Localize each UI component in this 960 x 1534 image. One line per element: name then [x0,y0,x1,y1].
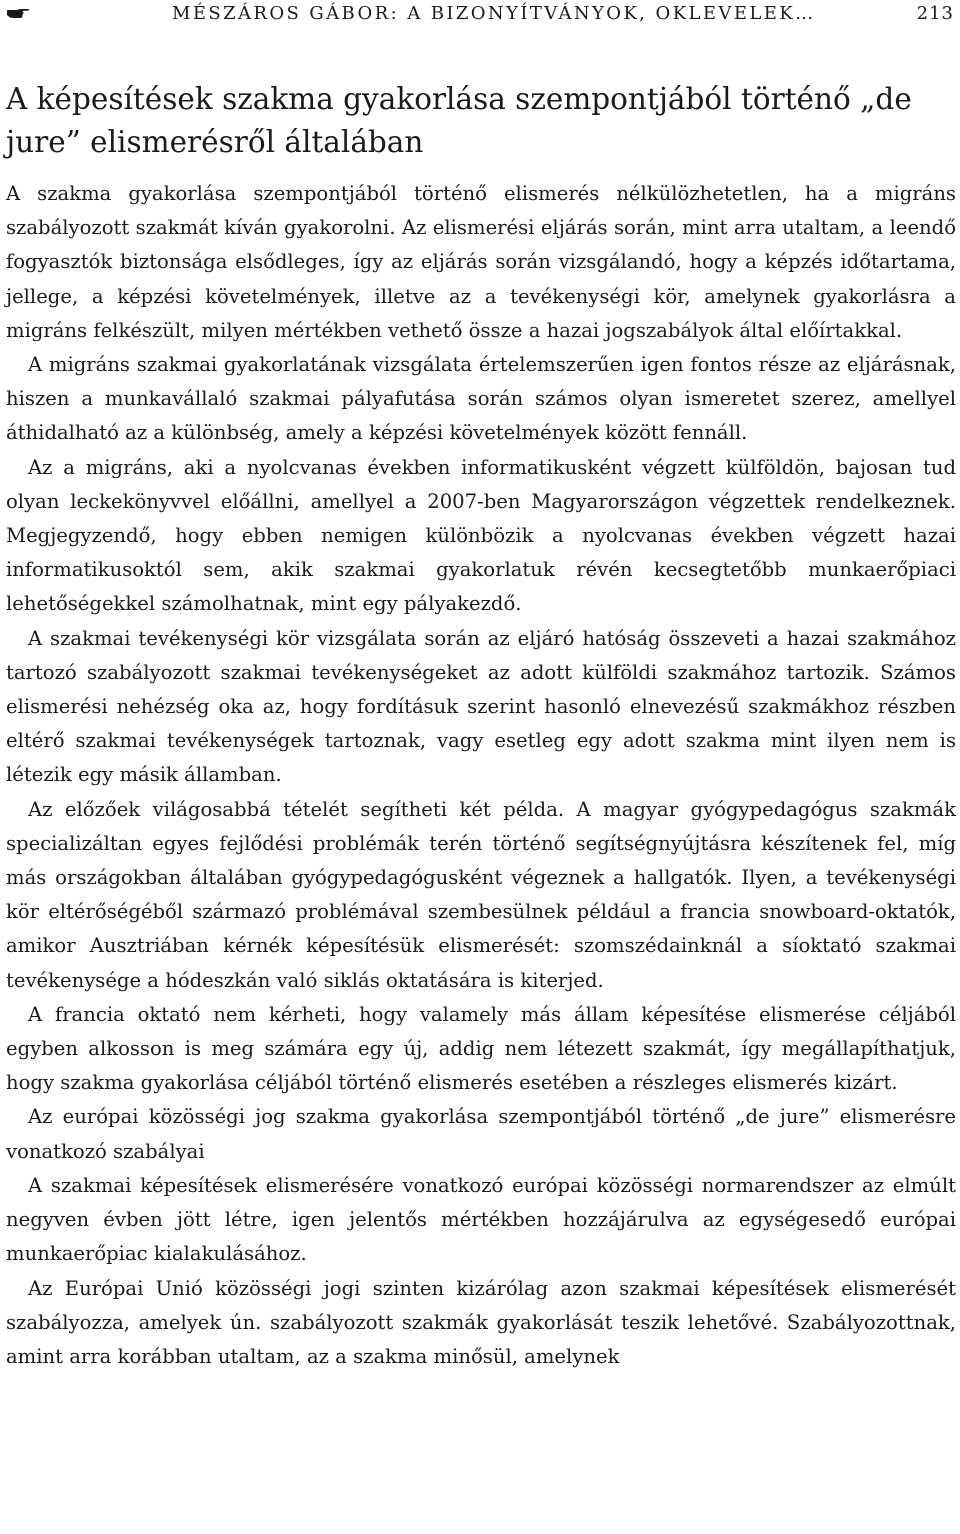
paragraph: A szakma gyakorlása szempontjából történő elismerés nélkülözhetetlen, ha a migráns szabályozott szakmát kíván gyakorolni. Az elismerési eljárás során, mint arra utaltam, a leendő fogyasztók biztonsága elsődleges, így az eljárás során vizsgálandó, hogy a képzés időtartama, jellege, a képzési követelmények, illetve az a tevékenységi kör, amelynek gyakorlásra a migráns felkészült, milyen mértékben vethető össze a hazai jogszabályok által előírtakkal. [6,182,956,342]
running-header [0,0,960,30]
subheading-paragraph: Az európai közösségi jog szakma gyakorlása szempontjából történő „de jure” elismerésre vonatkozó szabályai [6,1105,956,1163]
paragraph: A migráns szakmai gyakorlatának vizsgálata értelemszerűen igen fontos része az eljárásnak, hiszen a munkavállaló szakmai pályafutása során számos olyan ismeretet szerez, amellyel áthidalható az a különbség, amely a képzési követelmények között fennáll. [6,353,956,445]
paragraph: A francia oktató nem kérheti, hogy valamely más állam képesítése elismerése céljából egyben alkosson is meg számára egy új, addig nem létezett szakmát, így megállapíthatjuk, hogy szakma gyakorlása céljából történő elismerés esetében a részleges elismerés kizárt. [6,1002,956,1095]
body-text [6,177,956,1374]
paragraph: A szakmai tevékenységi kör vizsgálata során az eljáró hatóság összeveti a hazai szakmához tartozó szabályozott szakmai tevékenységeket az adott külföldi szakmához tartozik. Számos elismerési nehézség oka az, hogy fordításuk szerint hasonló elnevezésű szakmákhoz részben eltérő szakmai tevékenységek tartoznak, vagy esetleg egy adott szakma mint ilyen nem is létezik egy másik államban. [6,626,956,787]
page-number: 213 [916,3,954,24]
paragraph: Az előzőek világosabbá tételét segítheti két példa. A magyar gyógypedagógus szakmák specializáltan egyes fejlődési problémák terén történő segítségnyújtásra készítenek fel, míg más országokban általában gyógypedagógusként végeznek a hallgatók. Ilyen, a tevékenységi kör eltérőségéből származó problémával szembesülnek például a francia snowboard-oktatók, amikor Ausztriában kérnék képesítésük elismerését: szomszédainknál a síoktató szakmai tevékenysége a hódeszkán való siklás oktatására is kiterjed. [6,797,956,992]
running-title: MÉSZÁROS GÁBOR: A BIZONYÍTVÁNYOK, OKLEVELEK… [172,3,816,24]
paragraph: A szakmai képesítések elismerésére vonatkozó európai közösségi normarendszer az elmúlt negyven évben jött létre, igen jelentős mértékben hozzájárulva az egységesedő európai munkaerőpiac kialakulásához. [6,1173,956,1266]
section-heading: A képesítések szakma gyakorlása szempontjából történő „de jure” elismerésről általában [6,82,912,159]
paragraph: Az a migráns, aki a nyolcvanas években informatikusként végzett külföldön, bajosan tud olyan leckekönyvvel előállni, amellyel a 2007-ben Magyarországon végzettek rendelkeznek. Megjegyzendő, hogy ebben nemigen különbözik a nyolcvanas években végzett hazai informatikusoktól sem, akik szakmai gyakorlatuk révén kecsegtetőbb munkaerőpiaci lehetőségekkel számolhatnak, mint egy pályakezdő. [6,455,956,616]
pointing-hand-icon [6,4,30,20]
paragraph: Az Európai Unió közösségi jogi szinten kizárólag azon szakmai képesítések elismerését szabályozza, amelyek ún. szabályozott szakmák gyakorlását teszik lehetővé. Szabályozottnak, amint arra korábban utaltam, az a szakma minősül, amelynek [6,1276,956,1368]
